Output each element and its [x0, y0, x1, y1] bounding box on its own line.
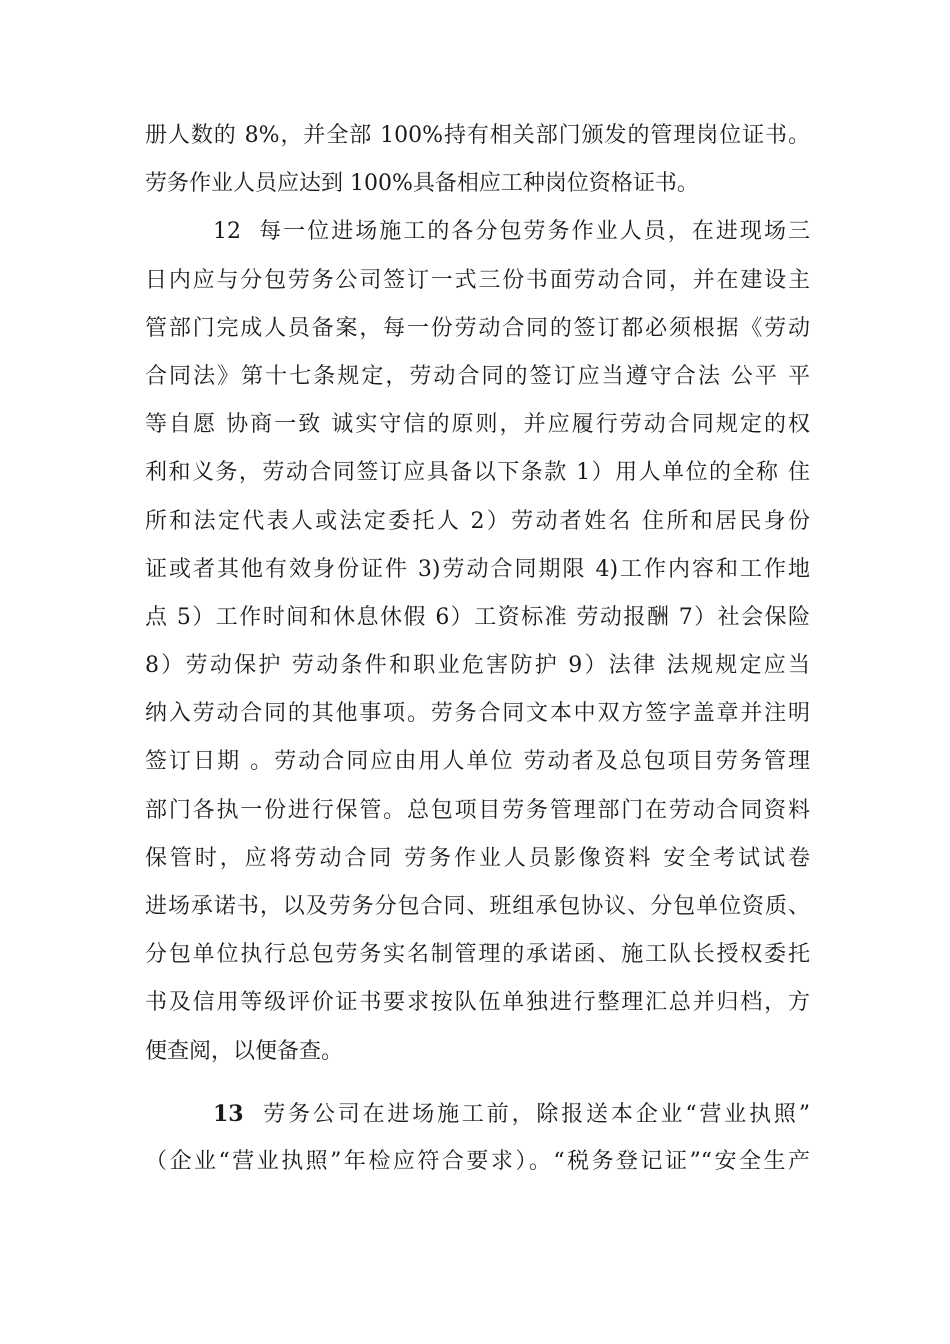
text-line: [145, 1090, 810, 1138]
text-line: 分包单位执行总包劳务实名制管理的承诺函、施工队长授权委托: [145, 942, 810, 968]
text-line: [145, 208, 810, 256]
text-line: 纳入劳动合同的其他事项。劳务合同文本中双方签字盖章并注明: [145, 701, 810, 727]
text-line: 8）劳动保护 劳动条件和职业危害防护 9）法律 法规规定应当: [145, 653, 810, 679]
text-line-content: 每一位进场施工的各分包劳务作业人员，在进现场三: [259, 219, 810, 245]
text-line: 点 5）工作时间和休息休假 6）工资标准 劳动报酬 7）社会保险: [145, 604, 810, 630]
text-line: 证或者其他有效身份证件 3)劳动合同期限 4)工作内容和工作地: [145, 556, 810, 582]
text-line: 管部门完成人员备案，每一份劳动合同的签订都必须根据《劳动: [145, 315, 810, 341]
text-line: 所和法定代表人或法定委托人 2）劳动者姓名 住所和居民身份: [145, 508, 810, 534]
paragraph-13: [145, 1090, 810, 1186]
document-body: [145, 112, 810, 1186]
paragraph-continuation: [145, 112, 810, 208]
paragraph-number: 13: [213, 1100, 244, 1127]
paragraph-gap: [145, 1076, 810, 1090]
text-line: 部门各执一份进行保管。总包项目劳务管理部门在劳动合同资料: [145, 797, 810, 823]
text-line: 册人数的 8%，并全部 100%持有相关部门颁发的管理岗位证书。: [145, 123, 810, 148]
text-line: 保管时，应将劳动合同 劳务作业人员影像资料 安全考试试卷: [145, 845, 810, 871]
text-line: 劳务作业人员应达到 100%具备相应工种岗位资格证书。: [145, 171, 699, 197]
text-line: 签订日期 。劳动合同应由用人单位 劳动者及总包项目劳务管理: [145, 749, 810, 775]
text-line: （企业“营业执照”年检应符合要求）。“税务登记证”“安全生产: [145, 1148, 810, 1174]
text-line: 合同法》第十七条规定，劳动合同的签订应当遵守合法 公平 平: [145, 363, 810, 389]
text-line: 便查阅，以便备查。: [145, 1038, 344, 1064]
text-line-content: 劳务公司在进场施工前，除报送本企业“营业执照”: [263, 1101, 810, 1127]
text-line: 进场承诺书，以及劳务分包合同、班组承包协议、分包单位资质、: [145, 894, 810, 919]
text-line: 书及信用等级评价证书要求按队伍单独进行整理汇总并归档，方: [145, 990, 810, 1016]
text-line: 利和义务，劳动合同签订应具备以下条款 1）用人单位的全称 住: [145, 460, 810, 486]
paragraph-number: 12: [213, 219, 241, 245]
text-line: 日内应与分包劳务公司签订一式三份书面劳动合同，并在建设主: [145, 267, 810, 293]
paragraph-12: [145, 208, 810, 1075]
text-line: 等自愿 协商一致 诚实守信的原则，并应履行劳动合同规定的权: [145, 412, 810, 438]
